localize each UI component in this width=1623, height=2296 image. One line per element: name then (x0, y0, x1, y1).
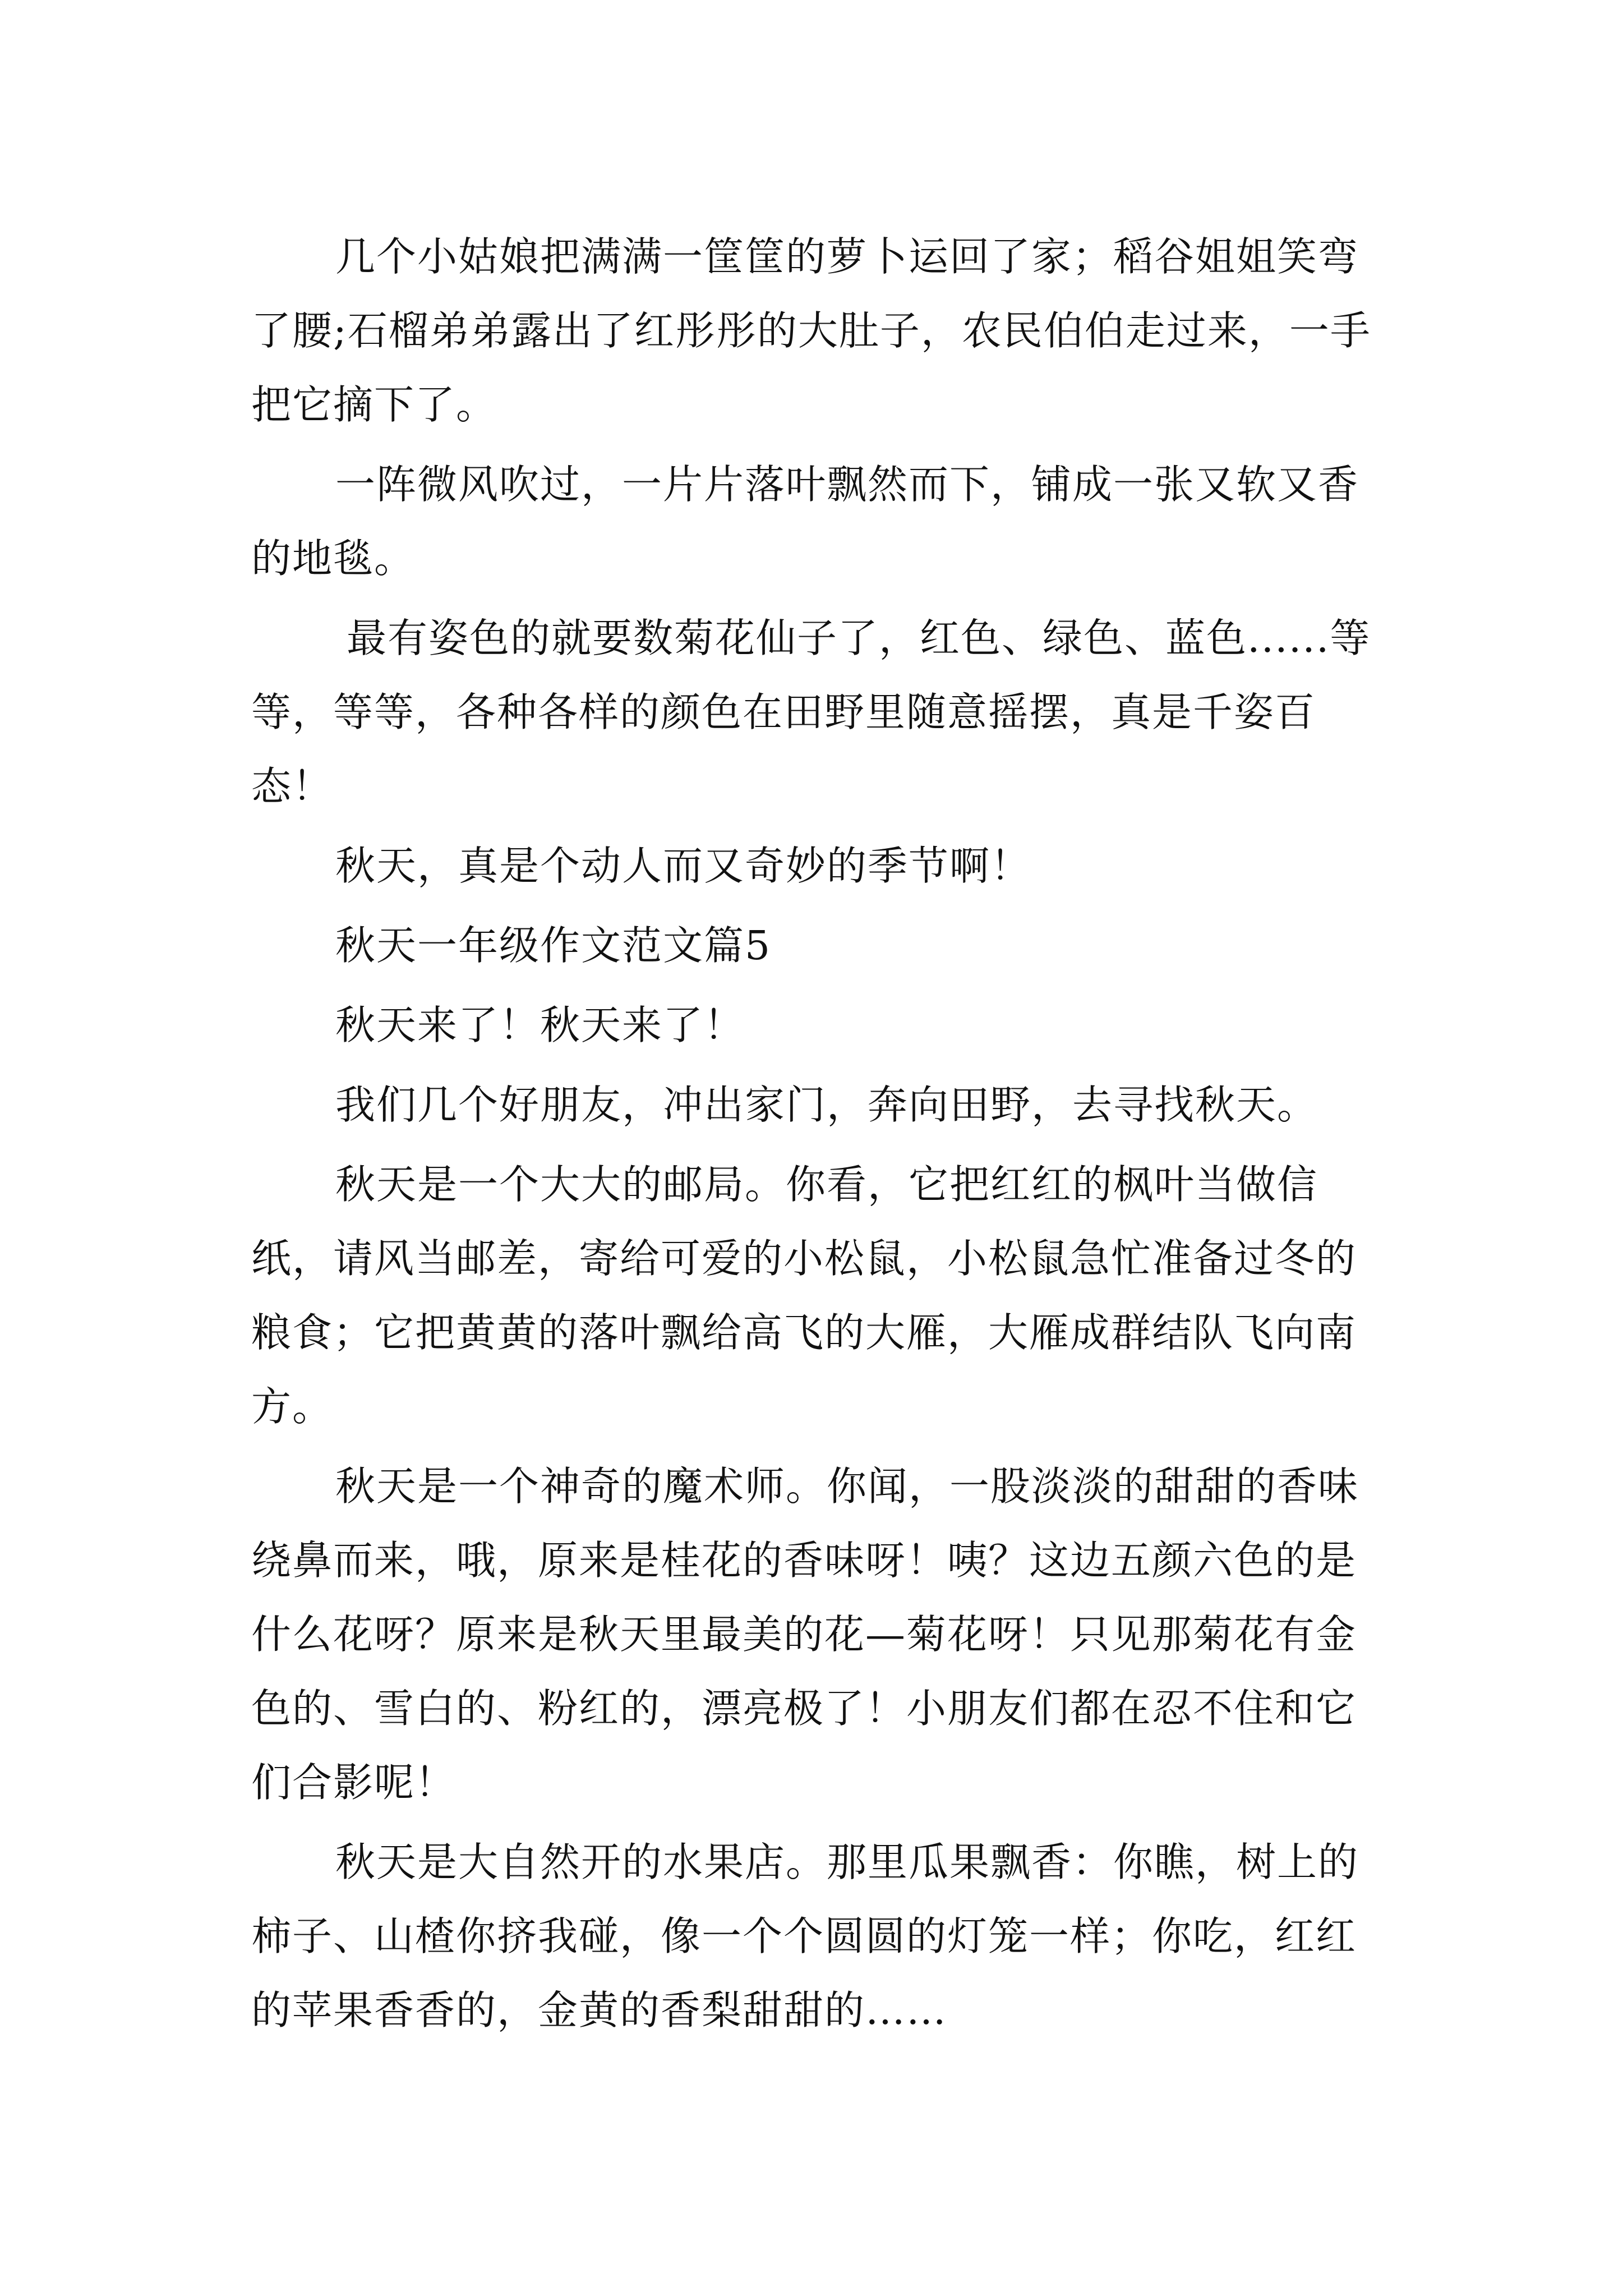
paragraph: 最有姿色的就要数菊花仙子了，红色、绿色、蓝色......等等，等等，各种各样的颜色在田野里随意摇摆，真是千姿百态！ (251, 615, 1371, 809)
paragraph: 一阵微风吹过，一片片落叶飘然而下，铺成一张又软又香的地毯。 (251, 461, 1359, 582)
section-heading: 秋天一年级作文范文篇5 (335, 922, 772, 969)
document-body (251, 220, 1381, 2053)
paragraph: 秋天是一个大大的邮局。你看，它把红红的枫叶当做信纸，请风当邮差，寄给可爱的小松鼠，小松鼠急忙准备过冬的粮食；它把黄黄的落叶飘给高飞的大雁，大雁成群结队飞向南方。 (251, 1161, 1357, 1430)
paragraph: 几个小姑娘把满满一筐筐的萝卜运回了家；稻谷姐姐笑弯了腰;石榴弟弟露出了红彤彤的大肚子，农民伯伯走过来，一手把它摘下了。 (251, 233, 1371, 428)
paragraph: 我们几个好朋友，冲出家门，奔向田野，去寻找秋天。 (335, 1082, 1318, 1128)
paragraph: 秋天，真是个动人而又奇妙的季节啊！ (335, 843, 1032, 889)
paragraph: 秋天是大自然开的水果店。那里瓜果飘香：你瞧，树上的柿子、山楂你挤我碰，像一个个圆圆的灯笼一样；你吃，红红的苹果香香的，金黄的香梨甜甜的…… (251, 1839, 1359, 2033)
paragraph: 秋天来了！秋天来了！ (335, 1002, 745, 1048)
paragraph: 秋天是一个神奇的魔术师。你闻，一股淡淡的甜甜的香味绕鼻而来，哦，原来是桂花的香味呀！咦？这边五颜六色的是什么花呀？原来是秋天里最美的花—菊花呀！只见那菊花有金色的、雪白的、粉红的，漂亮极了！小朋友们都在忍不住和它们合影呢！ (251, 1463, 1359, 1806)
